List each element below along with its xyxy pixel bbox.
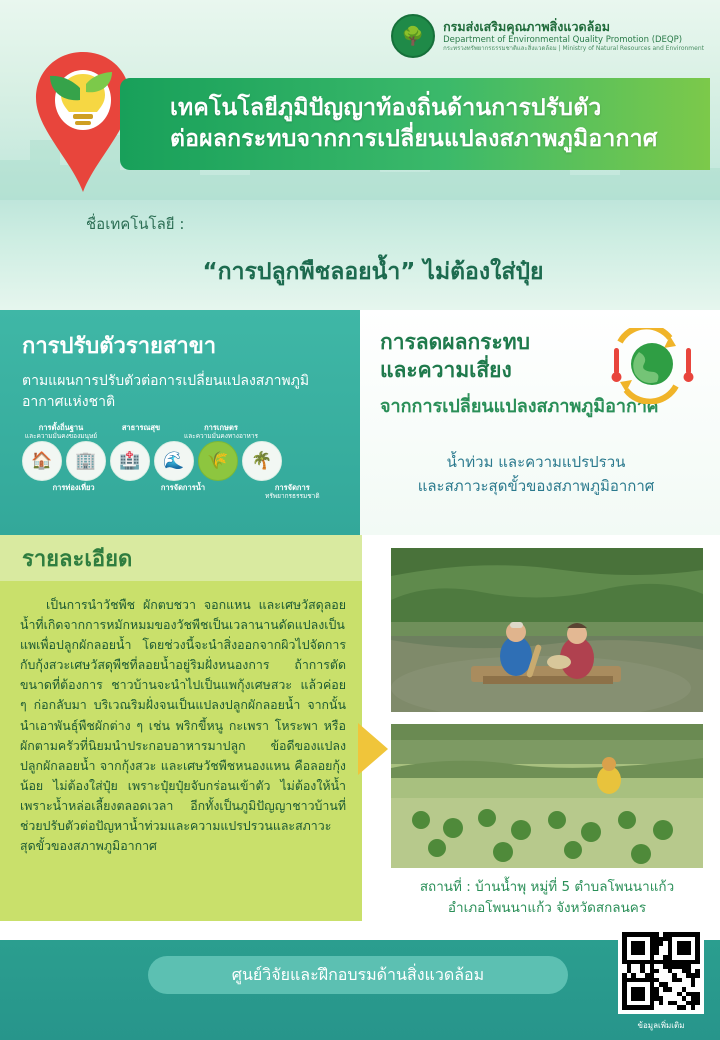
organization-logo <box>391 14 704 58</box>
photo-floating-vegetable-bed-image <box>391 724 703 868</box>
location-block <box>388 877 706 919</box>
village-icon: 🏠 <box>22 441 62 481</box>
risk-description <box>380 450 702 498</box>
sector-icons-row <box>22 423 344 519</box>
location-line2: อำเภอโพนนาแก้ว จังหวัดสกลนคร <box>447 899 647 916</box>
risk-panel-heading-line1: การลดผลกระทบ <box>380 330 530 354</box>
sector-caption-tourism: การท่องเที่ยว <box>52 482 95 492</box>
technology-name-value: “การปลูกพืชลอยน้ำ” ไม่ต้องใส่ปุ๋ย <box>202 259 544 285</box>
detail-text: เป็นการนำวัชพืช ผักตบชวา จอกแหน และเศษวัสดุลอยน้ำที่เกิดจากการหมักหมมของวัชพืชเป็นเวลานานดัดแปลงเป็นแพเพื่อปลูกผักลอยน้ำ โดยช่วงนี้จะนำสิ่งออกจากผิวไปจัดการกับกุ้งสวะเศษวัสดุพืชที่ลอยน้ำอยู่ริมฝั่งหนองการ ถ้าการตัดขนาดที่ต้องการ ชาวบ้านจะนำไปเป็นแพกุ้งเศษสวะ แล้วค่อย ๆ ก่อกลับมา บริเวณริมฝั่งจนเป็นแปลงปลูกผักลอยน้ำ จากนั้นนำเอาพันธุ์พืชผักต่าง ๆ เช่น พริกขี้หนู กะเพรา โหระพา หรือผักตามครัวที่นิยมนำประกอบอาหารมาปลูก ข้อดีของแปลงปลูกผักลอยน้ำ จากกุ้งสวะ และเศษวัชพืชหนองแหน คือลอยกุ้งน้อย ไม่ต้องใส่ปุ๋ย เพราะปุ๋ยปุ๋ยจับกร่อนเข้าตัว ไม่ต้องให้น้ำ เพราะน้ำหล่อเลี้ยงตลอดเวลา อีกทั้งเป็นภูมิปัญญาชาวบ้านที่ช่วยปรับตัวต่อปัญหาน้ำท่วมและความแปรปรวนและสภาวะสุดขั้วของสภาพภูมิอากาศ <box>20 597 346 854</box>
water-drop-icon: 🌊 <box>154 441 194 481</box>
sector-panel-heading: การปรับตัวรายสาขา <box>22 334 217 359</box>
detail-section <box>0 535 720 975</box>
sector-caption-health: สาธารณสุข <box>121 423 161 432</box>
poster-header <box>0 0 720 200</box>
arrow-right-icon <box>358 723 388 775</box>
panels-row <box>0 310 720 535</box>
sector-caption-agriculture: การเกษตร และความมั่นคงทางอาหาร <box>184 423 258 441</box>
technology-name-label: ชื่อเทคโนโลยี : <box>86 215 185 233</box>
sector-adaptation-panel <box>0 310 360 535</box>
forest-icon: 🌴 <box>242 441 282 481</box>
location-line1: บ้านน้ำพุ หมู่ที่ 5 ตำบลโพนนาแก้ว <box>475 879 675 895</box>
location-label: สถานที่ : <box>419 879 471 895</box>
org-ministry: กระทรวงทรัพยากรธรรมชาติและสิ่งแวดล้อม | Ministry of Natural Resources and Environment <box>443 45 704 53</box>
detail-heading: รายละเอียด <box>22 546 133 572</box>
sector-caption-settlement: การตั้งถิ่นฐาน และความมั่นคงของมนุษย์ <box>24 423 98 441</box>
risk-panel-subheading: จากการเปลี่ยนแปลงสภาพภูมิอากาศ <box>380 395 659 417</box>
tree-seal-icon: 🌳 <box>391 14 435 58</box>
poster-title-line2: ต่อผลกระทบจากการเปลี่ยนแปลงสภาพภูมิอากาศ <box>170 126 658 152</box>
photo-floating-vegetable-bed <box>388 721 706 871</box>
org-name-en: Department of Environmental Quality Promotion (DEQP) <box>443 34 683 45</box>
footer-center-label: ศูนย์วิจัยและฝึกอบรมด้านสิ่งแวดล้อม <box>148 956 568 994</box>
qr-caption: ข้อมูลเพิ่มเติม <box>637 1021 685 1030</box>
detail-heading-bar <box>0 535 362 581</box>
sector-panel-subheading: ตามแผนการปรับตัวต่อการเปลี่ยนแปลงสภาพภูมิอากาศแห่งชาติ <box>22 373 310 410</box>
hospital-icon: 🏥 <box>110 441 150 481</box>
sector-caption-natural-resource: การจัดการ ทรัพยากรธรรมชาติ <box>265 482 320 500</box>
photo-villagers-on-raft-image <box>391 548 703 712</box>
city-icon: 🏢 <box>66 441 106 481</box>
risk-panel-heading-line2: และความเสี่ยง <box>380 358 512 383</box>
risk-line-2: และสภาวะสุดขั้วของสภาพภูมิอากาศ <box>417 476 655 495</box>
wheat-icon: 🌾 <box>198 441 238 481</box>
poster-footer <box>0 940 720 1040</box>
sector-icon-strip <box>22 441 282 481</box>
technology-name-band <box>0 200 720 310</box>
qr-code-icon[interactable] <box>618 928 704 1014</box>
poster-title-banner <box>120 78 710 170</box>
risk-reduction-panel <box>360 310 720 535</box>
photo-villagers-on-raft <box>388 545 706 715</box>
globe-thermometer-icon <box>606 328 698 404</box>
detail-body <box>0 581 362 921</box>
sector-caption-water: การจัดการน้ำ <box>160 482 206 492</box>
risk-line-1: น้ำท่วม และความแปรปรวน <box>446 452 626 471</box>
org-name-th: กรมส่งเสริมคุณภาพสิ่งแวดล้อม <box>443 19 610 35</box>
poster-title-line1: เทคโนโลยีภูมิปัญญาท้องถิ่นด้านการปรับตัว <box>170 94 602 121</box>
qr-code-grid <box>622 932 700 1010</box>
